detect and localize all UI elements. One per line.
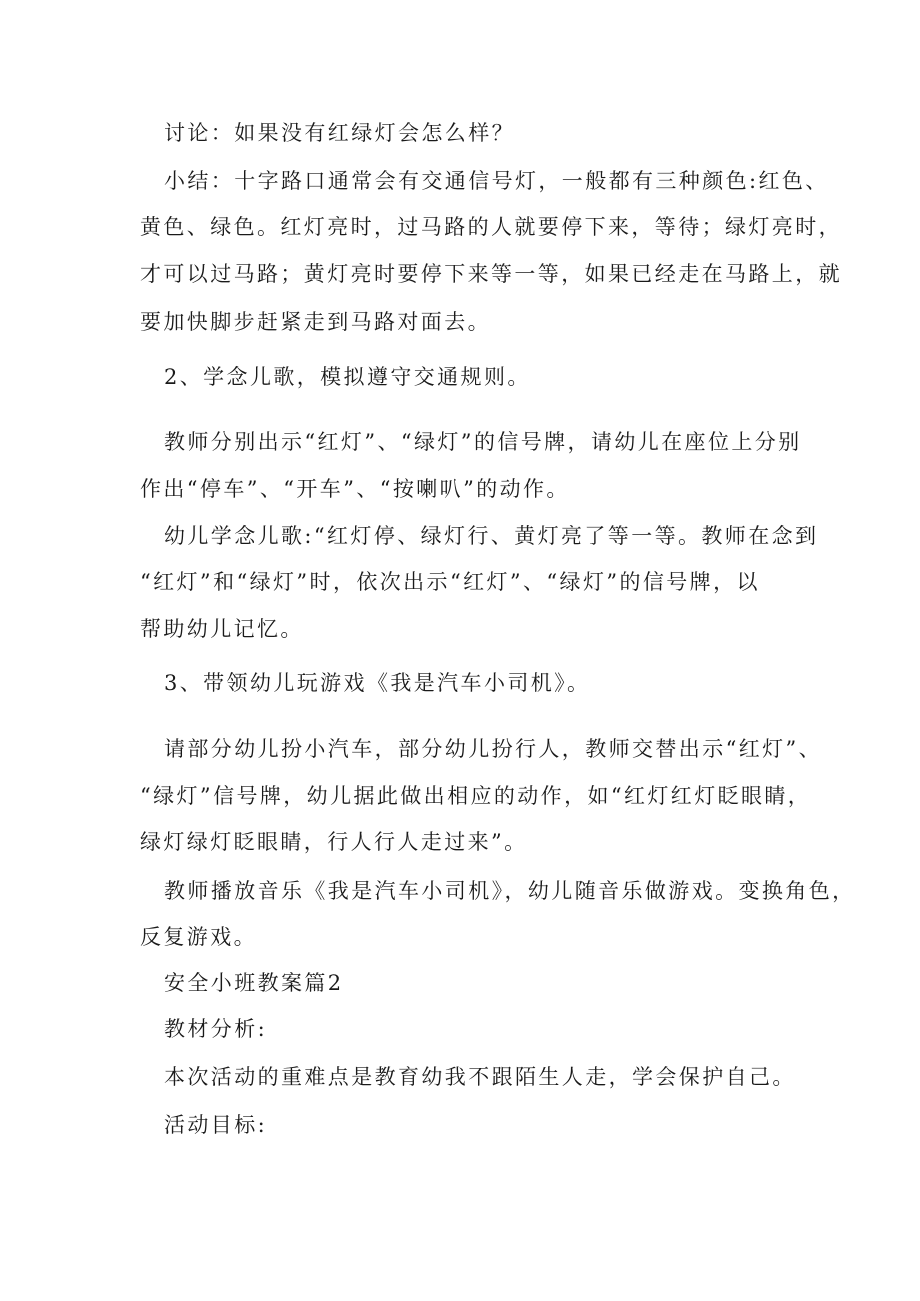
step-2-paragraph-1-line-1: 教师分别出示“红灯”、“绿灯”的信号牌，请幼儿在座位上分别 [164,430,802,454]
activity-goals-heading: 活动目标: [164,1113,268,1137]
section-title: 安全小班教案篇2 [164,971,344,995]
material-analysis-text: 本次活动的重难点是教育幼我不跟陌生人走，学会保护自己。 [164,1065,796,1089]
summary-line-3: 才可以过马路；黄灯亮时要停下来等一等，如果已经走在马路上，就 [140,262,842,286]
step-2-paragraph-2-line-3: 帮助幼儿记忆。 [140,617,304,641]
discussion-question: 讨论：如果没有红绿灯会怎么样？ [164,121,515,145]
step-3-paragraph-1-line-1: 请部分幼儿扮小汽车，部分幼儿扮行人，教师交替出示“红灯”、 [164,737,823,761]
step-2-paragraph-2-line-1: 幼儿学念儿歌:“红灯停、绿灯行、黄灯亮了等一等。教师在念到 [164,524,819,548]
step-3-heading: 3、带领幼儿玩游戏《我是汽车小司机》。 [164,671,591,695]
summary-line-2: 黄色、绿色。红灯亮时，过马路的人就要停下来，等待；绿灯亮时， [140,215,842,239]
step-2-paragraph-2-line-2: “红灯”和“绿灯”时，依次出示“红灯”、“绿灯”的信号牌，以 [140,570,760,594]
step-2-paragraph-1-line-2: 作出“停车”、“开车”、“按喇叭”的动作。 [140,477,570,501]
step-2-heading: 2、学念儿歌，模拟遵守交通规则。 [164,365,531,389]
summary-line-1: 小结：十字路口通常会有交通信号灯，一般都有三种颜色:红色、 [164,169,829,193]
step-3-paragraph-2-line-1: 教师播放音乐《我是汽车小司机》，幼儿随音乐做游戏。变换角色， [164,879,856,903]
step-3-paragraph-2-line-2: 反复游戏。 [140,925,257,949]
summary-line-4: 要加快脚步赶紧走到马路对面去。 [140,310,491,334]
step-3-paragraph-1-line-3: 绿灯绿灯眨眼睛，行人行人走过来”。 [140,830,528,854]
material-analysis-heading: 教材分析: [164,1017,268,1041]
step-3-paragraph-1-line-2: “绿灯”信号牌，幼儿据此做出相应的动作，如“红灯红灯眨眼睛， [140,784,812,808]
